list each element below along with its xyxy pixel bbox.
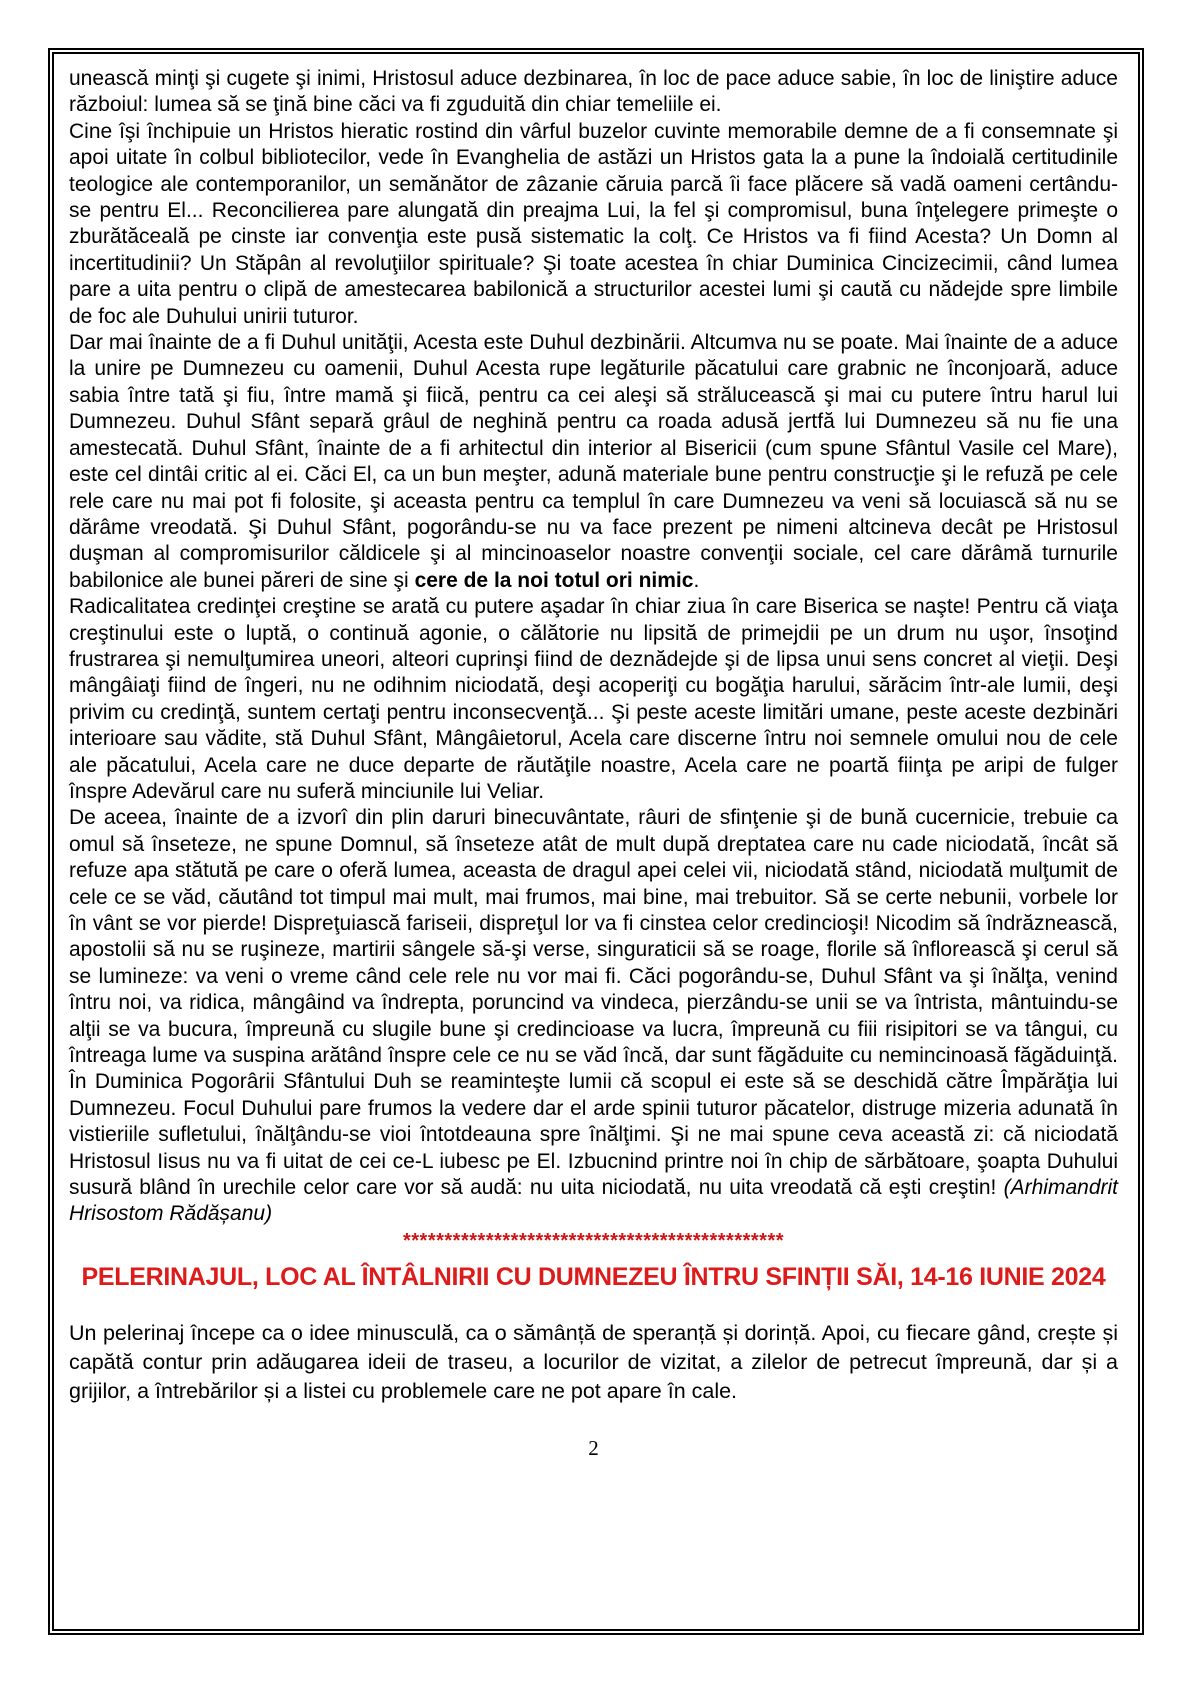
page-number: 2 [588,1435,599,1460]
paragraph-run: unească minţi şi cugete şi inimi, Hristosul aduce dezbinarea, în loc de pace aduce sabie, în loc de liniştire aduce războiul: lumea să se ţină bine căci va fi zguduită din chiar temeliile ei. [69,67,1118,117]
page-border-frame [48,48,1144,1635]
paragraph-radicalitatea [69,594,1118,805]
paragraph-run: Dar mai înainte de a fi Duhul unităţii, Acesta este Duhul dezbinării. Altcumva nu se poate. Mai înainte de a aduce la unire pe Dumnezeu cu oamenii, Duhul Acesta rupe legăturile păcatului care grabnic ne înconjoară, aduce sabia între tată şi fiu, între mamă şi fiică, pentru ca cei aleşi să strălucească şi mai cu putere întru harul lui Dumnezeu. Duhul Sfânt separă grâul de neghină pentru ca roada adusă jertfă lui Dumnezeu să nu fie una amestecată. Duhul Sfânt, înainte de a fi arhitectul din interior al Bisericii (cum spune Sfântul Vasile cel Mare), este cel dintâi critic al ei. Căci El, ca un bun meşter, adună materiale bune pentru construcţie şi le refuză pe cele rele care nu mai pot fi folosite, şi aceasta pentru ca templul în care Dumnezeu va veni să locuiască să nu se dărâme vreodată. Şi Duhul Sfânt, pogorându-se nu va face prezent pe nimeni altcineva decât pe Hristosul duşman al compromisurilor căldicele şi al mincinoaselor noastre convenţii sociale, cel care dărâmă turnurile babilonice ale bunei păreri de sine şi [69,331,1118,592]
section-heading-pelerinaj: PELERINAJUL, LOC AL ÎNTÂLNIRII CU DUMNEZEU ÎNTRU SFINȚII SĂI, 14-16 IUNIE 2024 [81,1262,1106,1291]
paragraph-run: . [693,568,700,592]
paragraph-duhul-dezbinarii [69,330,1118,594]
asterisk-separator: ********************************************** [402,1229,785,1252]
paragraph-un-pelerinaj: Un pelerinaj începe ca o idee minusculă, ca o sămânță de speranță și dorință. Apoi, cu fiecare gând, crește și capătă contur prin adăugarea ideii de traseu, a locurilor de vizitat, a zilelor de petrecut împreună, dar și a grijilor, a întrebărilor și a listei cu problemele care ne pot apare în cale. [69,1320,1118,1403]
paragraph-run: De aceea, înainte de a izvorî din plin daruri binecuvântate, râuri de sfinţenie şi de bună cucernicie, trebuie ca omul să înseteze, ne spune Domnul, să înseteze atât de mult după dreptatea care nu cade niciodată, încât să refuze apa stătută pe care o oferă lumea, aceasta de dragul apei celei vii, niciodată stând, niciodată mulţumit de cele ce se văd, căutând tot timpul mai mult, mai frumos, mai bine, mai trebuitor. Să se certe nebunii, vorbele lor în vânt se vor pierde! Dispreţuiască fariseii, dispreţul lor va fi cinstea celor credincioşi! Nicodim să îndrăznească, apostolii să nu se ruşineze, martirii sângele să-şi verse, singuraticii să se roage, florile să înflorească şi cerul să se lumineze: va veni o vreme când cele rele nu vor mai fi. Căci pogorându-se, Duhul Sfânt va şi înălţa, venind întru noi, va ridica, mângâind va îndrepta, poruncind va vindeca, pierzându-se unii se va întrista, mântuindu-se alţii se va bucura, împreună cu slugile bune şi credincioase va lucra, împreună cu fiii risipitori se va tângui, cu întreaga lume va suspina arătând înspre cele ce nu se văd încă, dar sunt făgăduite cu nemincinoasă făgăduinţă. În Duminica Pogorârii Sfântului Duh se reaminteşte lumii că scopul ei este să se deschidă către Împărăţia lui Dumnezeu. Focul Duhului pare frumos la vedere dar el arde spinii tuturor păcatelor, distruge mizeria adunată în vistieriile sufletului, înălţându-se vioi întotdeauna spre înălţimi. Şi ne mai spune ceva această zi: că niciodată Hristosul Iisus nu va fi uitat de cei ce-L iubesc pe El. Izbucnind printre noi în chip de sărbătoare, şoapta Duhului susură blând în urechile celor care vor să audă: nu uita niciodată, nu uita vreodată că eşti creştin! [69,806,1118,1200]
paragraph-continuation [69,66,1118,119]
paragraph-run-bold: cere de la noi totul ori nimic [414,568,694,592]
paragraph-cine-isi-inchipuie [69,119,1118,330]
paragraph-run: Radicalitatea credinţei creştine se arată cu putere aşadar în chiar ziua în care Biserica se naşte! Pentru că viaţa creştinului este o luptă, o continuă agonie, o călătorie nu lipsită de primejdii pe un drum nu uşor, însoţind frustrarea şi nemulţumirea uneori, alteori cuprinşi fiind de deznădejde şi de lipsa unui sens concret al vieţii. Deşi mângâiaţi fiind de îngeri, nu ne odihnim niciodată, deşi acoperiţi cu bogăţia harului, sărăcim într-ale lumii, deşi privim cu credinţă, suntem certaţi pentru inconsecvenţă... Şi peste aceste limitări umane, peste aceste dezbinări interioare sau vădite, stă Duhul Sfânt, Mângâietorul, Acela care discerne întru noi semnele omului nou de cele ale păcatului, Acela care ne duce departe de răutăţile noastre, Acela care ne poartă fiinţa pe aripi de fulger înspre Adevărul care nu suferă minciunile lui Veliar. [69,595,1118,803]
paragraph-de-aceea [69,805,1118,1228]
author-attribution: (Arhimandrit Hrisostom Rădășanu) [69,1176,1118,1226]
article-body [69,66,1118,1228]
paragraph-run: Cine îşi închipuie un Hristos hieratic rostind din vârful buzelor cuvinte memorabile demne de a fi consemnate şi apoi uitate în colbul bibliotecilor, vede în Evanghelia de astăzi un Hristos gata la a pune la îndoială certitudinile teologice ale contemporanilor, un semănător de zâzanie căruia parcă îi face plăcere să vadă oameni certându-se pentru El... Reconcilierea pare alungată din preajma Lui, la fel şi compromisul, buna înţelegere primeşte o zburătăceală pe cinste iar convenţia este pusă sistematic la colţ. Ce Hristos va fi fiind Acesta? Un Domn al incertitudinii? Un Stăpân al revoluţiilor spirituale? Şi toate acestea în chiar Duminica Cincizecimii, când lumea pare a uita pentru o clipă de amestecarea babilonică a structurilor acestei lumi şi caută cu nădejde spre limbile de foc ale Duhului unirii tuturor. [69,119,1118,328]
closing-section [69,1319,1118,1406]
